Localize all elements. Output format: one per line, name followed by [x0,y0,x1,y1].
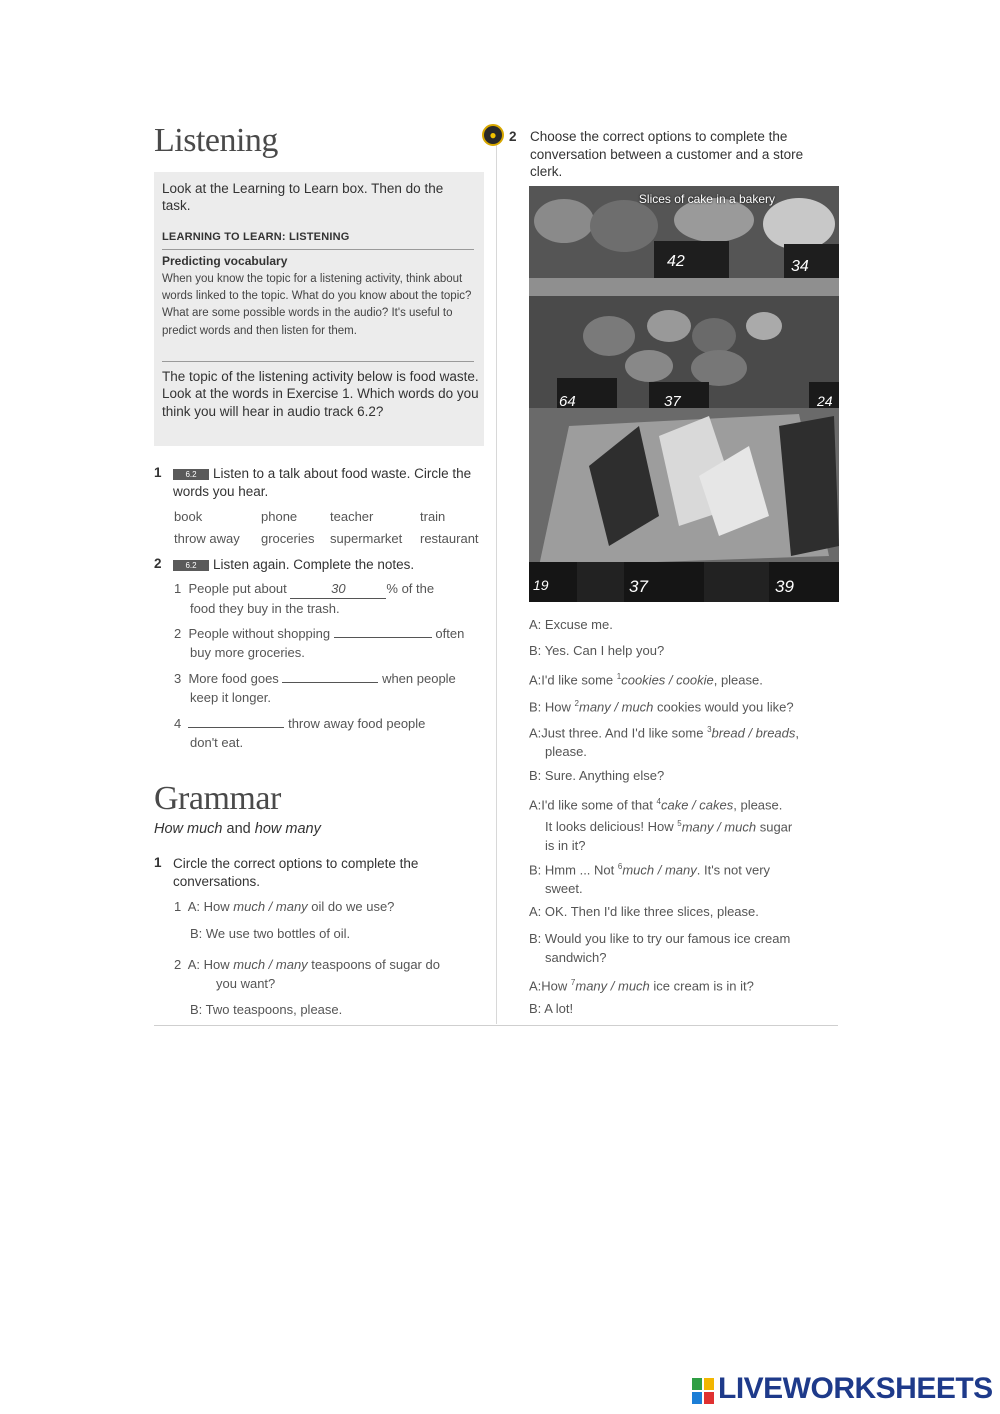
word-option[interactable]: phone [261,509,298,524]
note-text: keep it longer. [190,690,271,705]
gap-number: 7 [570,978,576,987]
subtitle-part: How much [154,821,223,837]
learning-to-learn-box [154,172,484,446]
box-divider [162,249,474,250]
liveworksheets-logo-icon [692,1378,714,1404]
line-text: I'd like some [541,672,617,688]
subtitle-part: how many [254,821,321,837]
right-ex2-instruction: Choose the correct options to complete the conversation between a customer and a store clerk. [530,129,804,179]
price-tag: 24 [817,393,833,409]
line-text: Would you like to try our famous ice cream [544,931,791,946]
exercise-number: 2 [509,129,517,144]
answer-option[interactable]: cake / cakes [660,797,734,813]
box-heading: LEARNING TO LEARN: LISTENING [162,231,350,243]
line-text: , please. [733,797,783,813]
word-option[interactable]: restaurant [420,531,479,546]
lightbulb-icon: ● [482,124,504,146]
exercise-number: 1 [154,465,162,480]
gap-number: 3 [707,725,712,734]
speaker: A: [529,672,542,688]
box-divider [162,361,474,362]
dialogue-line [529,767,664,786]
note-item [174,714,484,752]
item-number: 1 [174,899,182,914]
note-text: People without shopping [188,626,331,641]
audio-track-icon[interactable]: 6.2 [173,469,209,480]
speaker: A: [529,904,542,919]
note-item [174,579,484,618]
gap-number: 1 [616,672,622,681]
speaker: A: [529,725,542,741]
word-option[interactable]: train [420,509,446,524]
liveworksheets-brand[interactable]: LIVEWORKSHEETS [718,1372,993,1405]
speaker: B: [529,699,542,715]
answer-blank[interactable] [188,727,284,728]
dialogue-line [529,1000,573,1019]
word-option[interactable]: book [174,509,203,524]
item-number: 2 [174,957,182,972]
note-text: food they buy in the trash. [190,601,340,616]
line-text: It looks delicious! How [545,819,678,835]
line-text: Sure. Anything else? [544,768,665,783]
grammar-ex1-instruction: Circle the correct options to complete the conversations. [173,856,419,889]
photo-caption: Slices of cake in a bakery [638,192,775,206]
speaker: B: [529,931,542,946]
note-text: don't eat. [190,735,244,750]
word-option[interactable]: supermarket [330,531,403,546]
gap-number: 5 [677,818,682,828]
answer-option[interactable]: much / many [233,899,308,914]
listening-title: Listening [154,122,278,159]
grammar-title: Grammar [154,780,281,817]
speaker: B: [529,643,542,658]
answer-option[interactable]: many / much [681,819,757,835]
price-tag: 19 [533,577,549,593]
answer-blank[interactable] [334,637,432,638]
price-tag: 39 [775,577,794,596]
dialogue-line [529,695,794,717]
note-text: % of the [386,581,435,596]
box-body: When you know the topic for a listening activity, think about words linked to the topic. What do you know about the topic? What are some possible words in the audio? It's useful to predict words and then listen for them. [162,273,472,337]
speaker: A: [529,978,542,994]
note-text: People put about [188,581,287,596]
answer-blank[interactable]: 30 [290,579,386,599]
note-text: when people [382,671,456,686]
speaker: B: [529,1001,542,1016]
dialogue-line [529,974,754,996]
item-text: oil do we use? [307,899,395,914]
line-text: cookies would you like? [653,699,794,715]
grammar-item [174,955,484,993]
answer-option[interactable]: bread / breads [711,725,796,741]
grammar-item [174,897,484,916]
line-text: sandwich? [545,949,607,965]
dialogue-line [529,930,834,967]
dialogue-line [529,642,664,661]
note-number: 3 [174,671,182,686]
answer-option[interactable]: much / many [233,957,308,972]
exercise-number: 1 [154,855,162,870]
answer-option[interactable]: many / much [575,978,650,994]
box-intro: Look at the Learning to Learn box. Then do the task. [162,181,444,213]
gap-number: 2 [574,699,579,708]
box-topic: The topic of the listening activity below is food waste. Look at the words in Exercise 1. Which words do you think you will hear in audio track 6.2? [162,369,479,419]
line-text: I'd like some of that [541,797,657,813]
speaker: A: [529,617,542,632]
note-number: 2 [174,626,182,641]
subtitle-part: and [222,821,255,837]
word-option[interactable]: groceries [261,531,315,546]
line-text: How [544,699,575,715]
line-text: Yes. Can I help you? [544,643,665,658]
line-text: How [541,978,571,994]
price-tag: 34 [791,258,809,275]
note-text: throw away food people [288,716,426,731]
column-divider [496,128,497,1024]
line-text: please. [545,743,587,759]
speaker: B: [529,768,542,783]
answer-option[interactable]: many / much [579,699,654,715]
instruction-text: Listen again. Complete the notes. [213,557,415,572]
item-text: you want? [216,976,276,991]
line-text: . It's not very [696,862,771,878]
gap-number: 4 [656,797,661,806]
dialogue-line [529,903,759,922]
bakery-photo [529,186,839,602]
grammar-subtitle [154,821,321,837]
dialogue-line [529,858,829,898]
line-text: Hmm ... Not [544,862,618,878]
grammar-item-response: B: We use two bottles of oil. [190,926,351,941]
word-option[interactable]: teacher [330,509,374,524]
speaker: A: [529,797,542,813]
price-tag: 37 [629,577,648,596]
price-tag: 42 [667,253,685,270]
item-text: teaspoons of sugar do [307,957,440,972]
dialogue-line [529,793,834,855]
listening-ex1-instruction [173,465,473,501]
note-number: 4 [174,716,182,731]
item-text: A: How [187,899,234,914]
grammar-item-response: B: Two teaspoons, please. [190,1002,343,1017]
line-text: A lot! [544,1001,574,1016]
line-text: , [795,725,800,741]
exercise-number: 2 [154,556,162,571]
bakery-illustration [529,186,839,602]
note-item [174,669,484,707]
line-text: OK. Then I'd like three slices, please. [544,904,759,919]
price-tag: 64 [559,393,576,410]
line-text: , please. [713,672,763,688]
audio-track-icon[interactable]: 6.2 [173,560,209,571]
line-text: Just three. And I'd like some [541,725,708,741]
line-text: is in it? [545,837,586,853]
dialogue-line [529,721,829,761]
dialogue-line [529,668,763,690]
dialogue-line [529,616,613,635]
speaker: B: [529,862,542,878]
line-text: sugar [756,819,793,835]
price-tag: 37 [664,393,681,410]
answer-option[interactable]: much / many [622,862,697,878]
line-text: sweet. [545,880,583,896]
answer-option[interactable]: cookies / cookie [621,672,714,688]
item-text: A: How [187,957,234,972]
answer-blank[interactable] [282,682,378,683]
instruction-text: Listen to a talk about food waste. Circle the words you hear. [173,466,472,499]
note-number: 1 [174,581,182,596]
gap-number: 6 [617,862,623,871]
note-text: often [435,626,465,641]
bottom-rule [154,1025,838,1026]
note-item [174,624,484,662]
word-option[interactable]: throw away [174,531,240,546]
note-text: More food goes [188,671,279,686]
listening-ex2-instruction [173,556,473,574]
note-text: buy more groceries. [190,645,305,660]
box-subheading: Predicting vocabulary [162,254,288,268]
line-text: ice cream is in it? [649,978,754,994]
line-text: Excuse me. [544,617,613,632]
